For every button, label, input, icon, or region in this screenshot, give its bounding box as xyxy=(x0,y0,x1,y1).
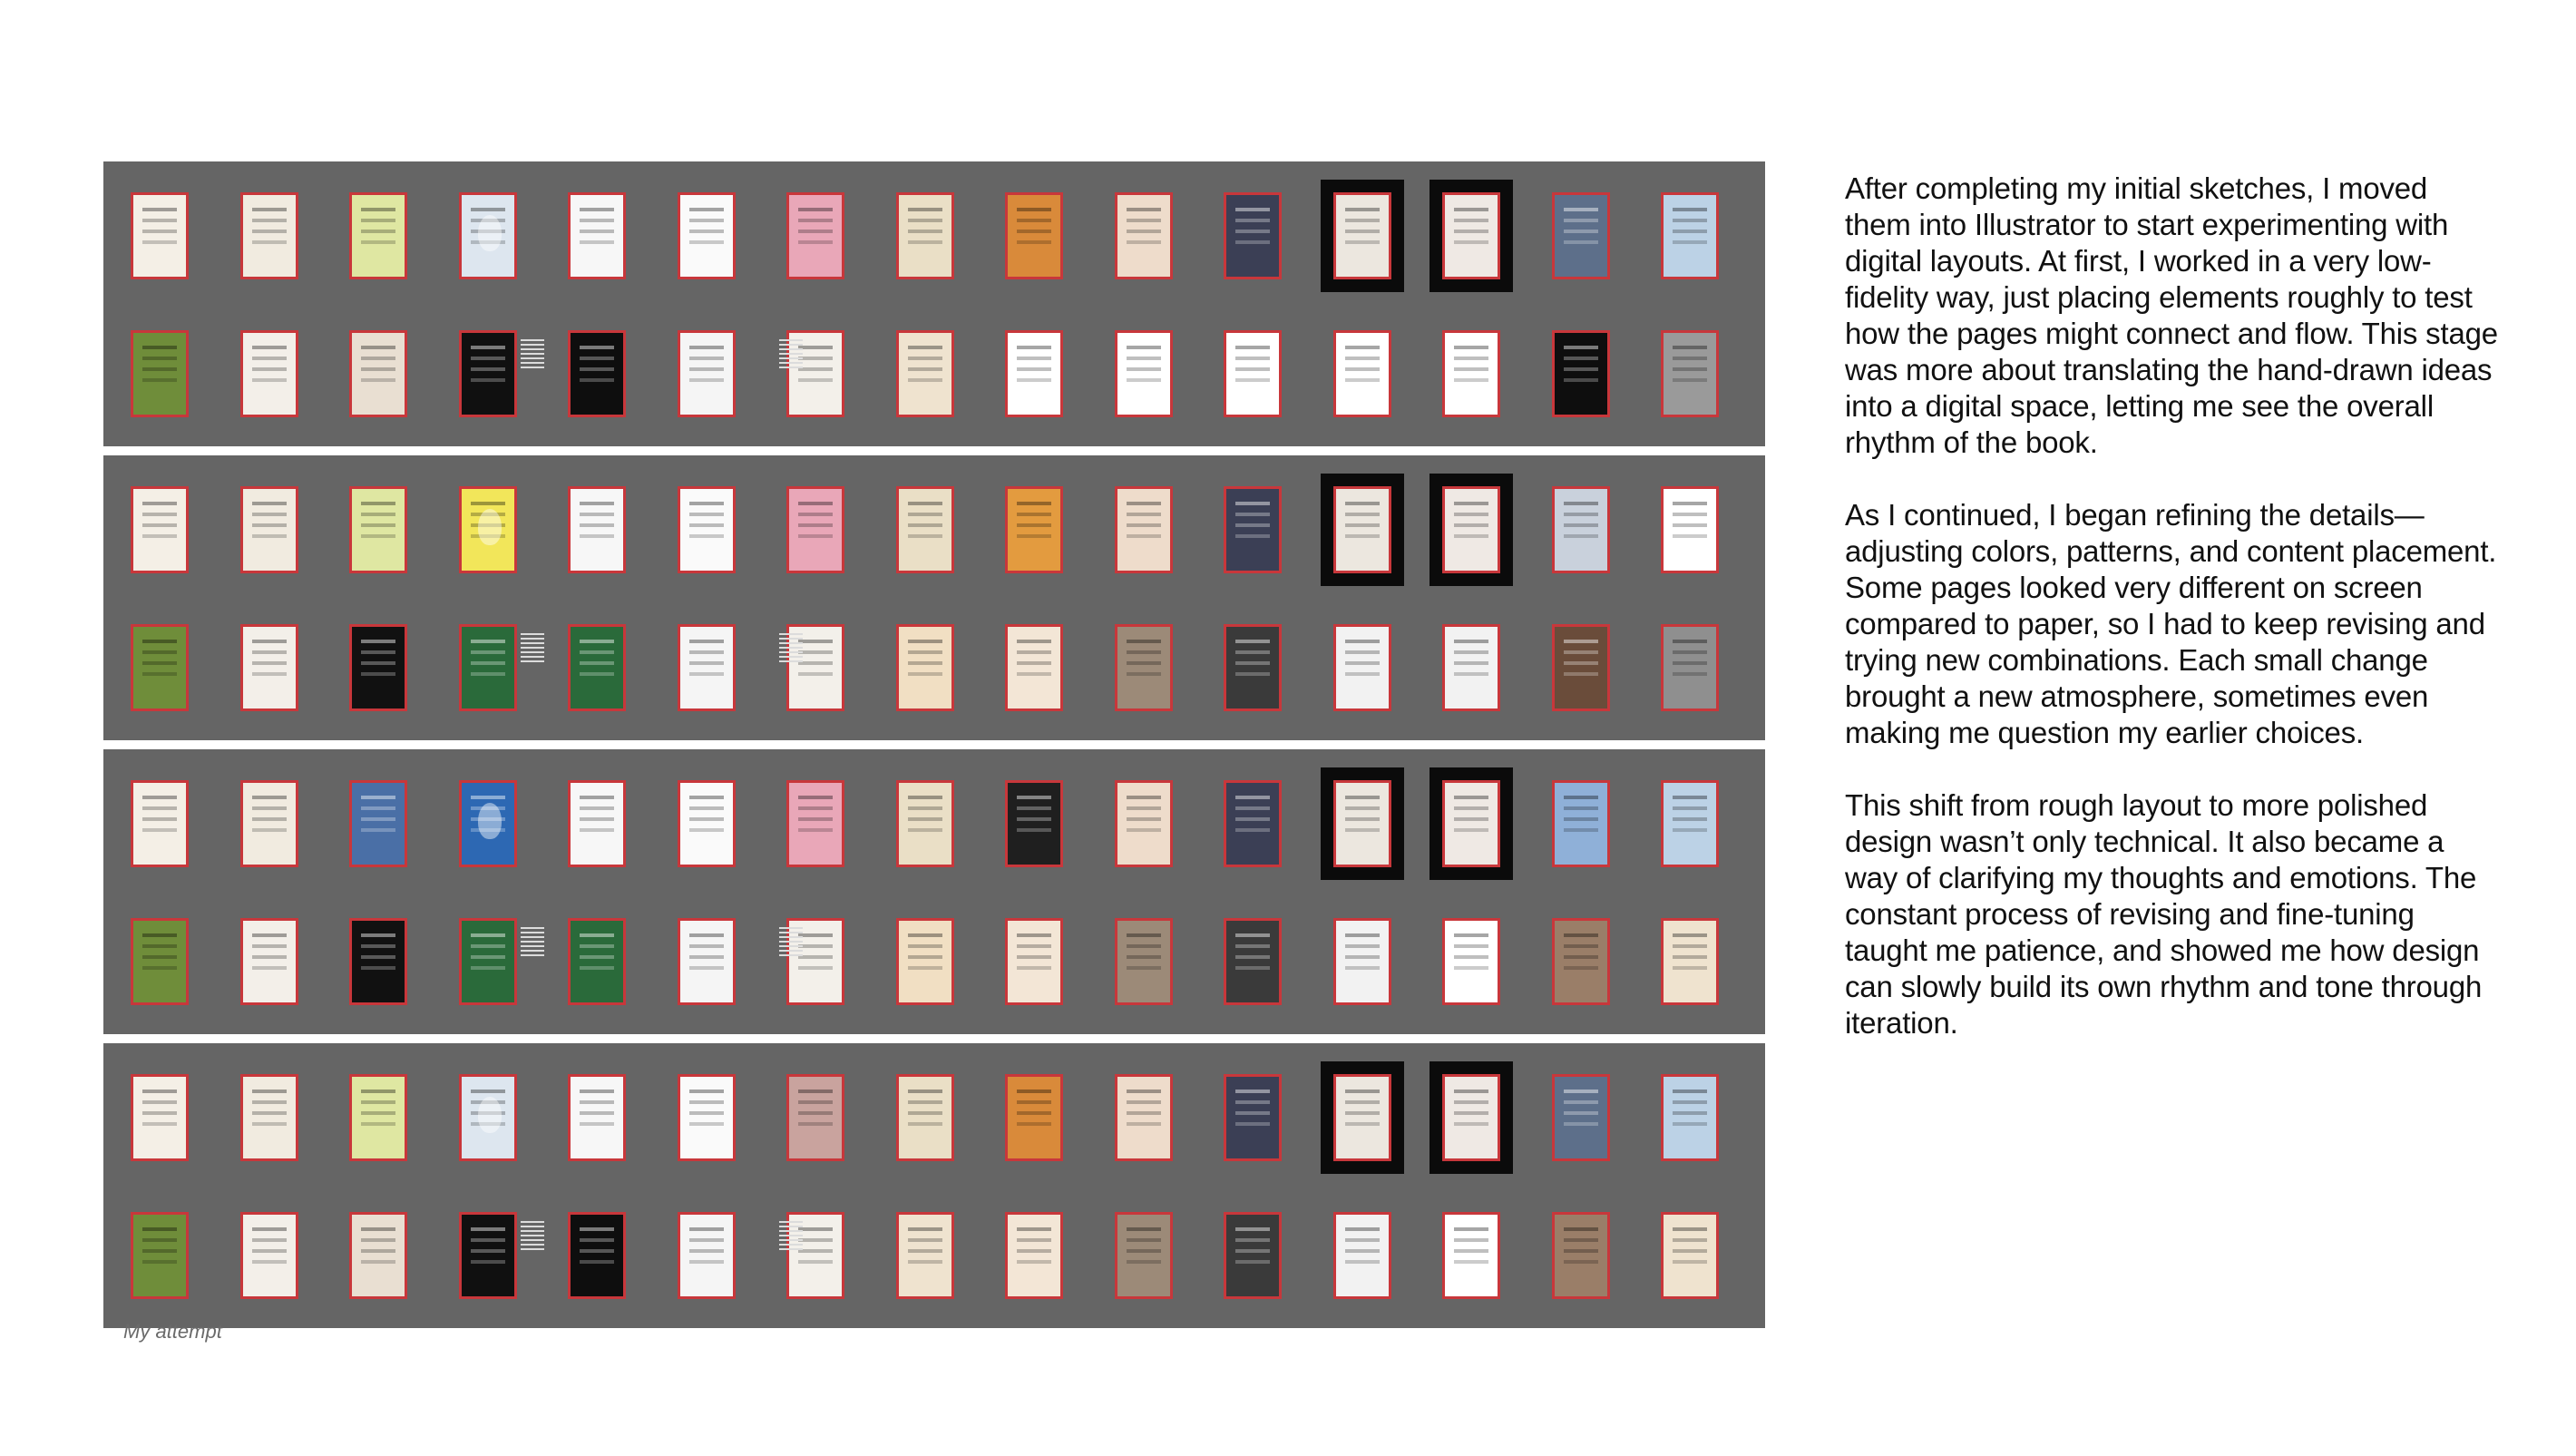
page-thumbnail xyxy=(240,486,298,573)
page-thumbnail xyxy=(240,192,298,279)
page-thumbnail xyxy=(240,1212,298,1299)
layout-strip-3 xyxy=(103,749,1765,1034)
page-thumbnail xyxy=(1005,486,1063,573)
page-thumbnail xyxy=(240,780,298,867)
page-thumbnail xyxy=(1224,624,1282,711)
page-thumbnail xyxy=(1115,330,1173,417)
page-thumbnail xyxy=(1552,330,1610,417)
page-thumbnail xyxy=(1005,1212,1063,1299)
page-thumbnail xyxy=(1005,192,1063,279)
page-thumbnail xyxy=(678,192,736,279)
page-thumbnail xyxy=(1552,192,1610,279)
page-thumbnail xyxy=(1442,918,1500,1005)
layout-strip-2 xyxy=(103,455,1765,740)
page-thumbnail xyxy=(1442,780,1500,867)
page-thumbnail xyxy=(1333,624,1391,711)
page-thumbnail xyxy=(786,1074,844,1161)
page-thumbnail xyxy=(568,192,626,279)
page-thumbnail xyxy=(1442,624,1500,711)
page-thumbnail xyxy=(896,192,954,279)
page-thumbnail xyxy=(1333,486,1391,573)
paragraph-2: As I continued, I began refining the details—adjusting colors, patterns, and content placement. Some pages looked very different on screen compared to paper, so I had to keep revising and trying new combinations. Each small change brought a new atmosphere, sometimes even making me question my earlier choices. xyxy=(1845,498,2497,749)
page-thumbnail xyxy=(786,486,844,573)
page-thumbnail xyxy=(459,1212,517,1299)
page-thumbnail xyxy=(1115,1212,1173,1299)
page-thumbnail xyxy=(1661,486,1719,573)
side-text-block xyxy=(779,927,803,958)
page-thumbnail xyxy=(240,330,298,417)
page-thumbnail xyxy=(349,192,407,279)
page-thumbnail xyxy=(1115,624,1173,711)
page-thumbnail xyxy=(1005,1074,1063,1161)
page-thumbnail xyxy=(131,330,189,417)
water-drop-shape xyxy=(478,1097,502,1133)
page-thumbnail xyxy=(240,624,298,711)
page-thumbnail xyxy=(131,624,189,711)
page-thumbnail xyxy=(896,780,954,867)
page-thumbnail xyxy=(459,486,517,573)
page-thumbnail xyxy=(1115,1074,1173,1161)
page-thumbnail xyxy=(349,1212,407,1299)
page-thumbnail xyxy=(1661,918,1719,1005)
page-thumbnail xyxy=(568,1212,626,1299)
page-thumbnail xyxy=(349,624,407,711)
page-thumbnail xyxy=(568,624,626,711)
page-thumbnail xyxy=(459,192,517,279)
layout-strip-4 xyxy=(103,1043,1765,1328)
page-thumbnail xyxy=(1224,192,1282,279)
paragraph-3: This shift from rough layout to more polished design wasn’t only technical. It also became a way of clarifying my thoughts and emotions. The constant process of revising and fine-tuning taught me patience, and showed me how design can slowly build its own rhythm and tone through iteration. xyxy=(1845,788,2483,1040)
page-thumbnail xyxy=(1005,918,1063,1005)
page-thumbnail xyxy=(1005,330,1063,417)
page-thumbnail xyxy=(1661,1212,1719,1299)
page-thumbnail xyxy=(896,486,954,573)
page-thumbnail xyxy=(131,1074,189,1161)
side-text-block xyxy=(779,633,803,664)
page-thumbnail xyxy=(678,624,736,711)
page-thumbnail xyxy=(1224,486,1282,573)
page-thumbnail xyxy=(678,780,736,867)
page-thumbnail xyxy=(678,1212,736,1299)
page-thumbnail xyxy=(1115,780,1173,867)
side-text-block xyxy=(779,339,803,370)
page-thumbnail xyxy=(678,486,736,573)
page-thumbnail xyxy=(1442,1212,1500,1299)
page-thumbnail xyxy=(678,1074,736,1161)
page-thumbnail xyxy=(1661,780,1719,867)
figure-caption: My attempt xyxy=(123,1320,222,1343)
page-thumbnail xyxy=(896,330,954,417)
page-thumbnail xyxy=(1333,1074,1391,1161)
page-thumbnail xyxy=(459,624,517,711)
layout-strip-1 xyxy=(103,161,1765,446)
page-thumbnail xyxy=(131,780,189,867)
page-thumbnail xyxy=(349,918,407,1005)
description-text xyxy=(1845,171,2498,1078)
page-thumbnail xyxy=(1552,486,1610,573)
page-thumbnail xyxy=(459,1074,517,1161)
side-text-block xyxy=(521,927,544,958)
page-thumbnail xyxy=(896,918,954,1005)
page-thumbnail xyxy=(568,918,626,1005)
page-thumbnail xyxy=(459,780,517,867)
page-thumbnail xyxy=(1552,1074,1610,1161)
page-thumbnail xyxy=(131,918,189,1005)
page-thumbnail xyxy=(1552,918,1610,1005)
side-text-block xyxy=(779,1221,803,1252)
page-thumbnail xyxy=(131,486,189,573)
page-thumbnail xyxy=(349,1074,407,1161)
page-thumbnail xyxy=(1661,624,1719,711)
page-thumbnail xyxy=(1442,192,1500,279)
page-thumbnail xyxy=(1442,330,1500,417)
page-thumbnail xyxy=(1333,192,1391,279)
page-thumbnail xyxy=(678,330,736,417)
page-thumbnail xyxy=(240,918,298,1005)
page-thumbnail xyxy=(349,780,407,867)
page-thumbnail xyxy=(896,1212,954,1299)
page-thumbnail xyxy=(1333,918,1391,1005)
page-thumbnail xyxy=(896,1074,954,1161)
page-thumbnail xyxy=(568,1074,626,1161)
page-thumbnail xyxy=(1224,330,1282,417)
page-thumbnail xyxy=(1005,780,1063,867)
page-thumbnail xyxy=(1115,486,1173,573)
page-thumbnail xyxy=(1224,1212,1282,1299)
page-thumbnail xyxy=(1224,1074,1282,1161)
page-thumbnail xyxy=(1333,780,1391,867)
water-drop-shape xyxy=(478,215,502,251)
page-thumbnail xyxy=(1224,780,1282,867)
page-thumbnail xyxy=(678,918,736,1005)
page-thumbnail xyxy=(1115,192,1173,279)
page-thumbnail xyxy=(1661,330,1719,417)
page-thumbnail xyxy=(349,330,407,417)
page-thumbnail xyxy=(1333,1212,1391,1299)
page-thumbnail xyxy=(568,486,626,573)
water-drop-shape xyxy=(478,803,502,839)
side-text-block xyxy=(521,1221,544,1252)
page-thumbnail xyxy=(349,486,407,573)
page-thumbnail xyxy=(1552,1212,1610,1299)
page-thumbnail xyxy=(568,330,626,417)
page-thumbnail xyxy=(1115,918,1173,1005)
layout-iterations-panel xyxy=(103,161,1765,1337)
paragraph-1: After completing my initial sketches, I moved them into Illustrator to start experimenting with digital layouts. At first, I worked in a very low-fidelity way, just placing elements roughly to test how the pages might connect and flow. This stage was more about translating the hand-drawn ideas into a digital space, letting me see the overall rhythm of the book. xyxy=(1845,171,2498,459)
page-thumbnail xyxy=(1442,486,1500,573)
page-thumbnail xyxy=(1005,624,1063,711)
side-text-block xyxy=(521,339,544,370)
page-thumbnail xyxy=(240,1074,298,1161)
page-thumbnail xyxy=(131,1212,189,1299)
page-thumbnail xyxy=(1552,780,1610,867)
page-thumbnail xyxy=(786,780,844,867)
page-thumbnail xyxy=(568,780,626,867)
page-thumbnail xyxy=(786,192,844,279)
side-text-block xyxy=(521,633,544,664)
page-thumbnail xyxy=(1442,1074,1500,1161)
page-thumbnail xyxy=(1333,330,1391,417)
page-thumbnail xyxy=(1661,1074,1719,1161)
page-thumbnail xyxy=(1552,624,1610,711)
page-thumbnail xyxy=(1661,192,1719,279)
page-thumbnail xyxy=(1224,918,1282,1005)
page-thumbnail xyxy=(131,192,189,279)
water-drop-shape xyxy=(478,509,502,545)
page-thumbnail xyxy=(896,624,954,711)
page-thumbnail xyxy=(459,918,517,1005)
page-thumbnail xyxy=(459,330,517,417)
